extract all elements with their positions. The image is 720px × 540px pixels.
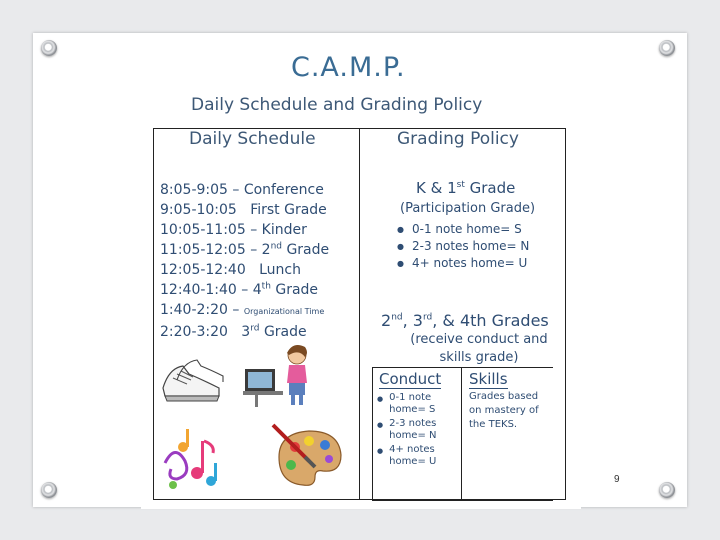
schedule-grade-suffix: rd [250,323,260,334]
student-computer-icon [239,339,319,409]
upper-grades-heading [381,311,549,330]
upper-title-part: , 3 [402,311,423,330]
schedule-grade-number: 2 [261,242,271,258]
schedule-sep: – [236,282,253,298]
schedule-time: 1:40-2:20 [160,302,228,318]
list-item [377,418,459,442]
document-subtitle: Daily Schedule and Grading Policy [191,95,483,115]
skills-heading: Skills [469,370,508,388]
bullet-icon: ● [377,421,384,429]
camp-document [141,41,581,509]
schedule-sep [237,202,250,218]
music-notes-icon [155,423,225,493]
schedule-sep [246,262,259,278]
upper-title-sup: nd [391,312,403,323]
schedule-time: 2:20-3:20 [160,324,228,340]
k1-title-pre: K & 1 [416,179,457,197]
schedule-activity: Grade [275,282,319,298]
schedule-grade-suffix: nd [270,241,282,252]
schedule-row [160,180,360,200]
conduct-heading: Conduct [379,370,442,388]
conduct-skills-divider [461,368,462,500]
paint-palette-icon [269,421,347,493]
upper-grades-subtitle: (receive conduct and skills grade) [410,332,548,365]
pin-bottom-right-icon [659,482,675,498]
k1-grade-subtitle: (Participation Grade) [400,201,536,216]
list-item: ● 2-3 notes home= N [397,238,529,255]
schedule-activity: First Grade [250,202,327,218]
schedule-time: 10:05-11:05 [160,222,246,238]
schedule-row [160,300,360,322]
schedule-activity: Grade [286,242,330,258]
k1-bullet-list [397,221,529,272]
list-item [377,392,459,416]
schedule-sep [228,324,241,340]
schedule-activity: Grade [263,324,307,340]
pin-top-left-icon [41,40,57,56]
k1-title-post: Grade [464,179,516,197]
list-item: ● 4+ notes home= U [397,255,529,272]
schedule-sep: – [227,182,244,198]
schedule-time: 8:05-9:05 [160,182,228,198]
schedule-sep: – [245,242,262,258]
schedule-row [160,240,360,260]
schedule-activity: Organizational Time [243,307,325,316]
schedule-list [160,180,360,342]
schedule-sep: – [227,302,244,318]
schedule-time: 12:05-12:40 [160,262,246,278]
daily-schedule-heading: Daily Schedule [189,129,316,149]
conduct-bullet-text: 4+ notes home= U [389,444,437,467]
conduct-bullet-text: 2-3 notes home= N [389,418,437,441]
pin-bottom-left-icon [41,482,57,498]
upper-title-sup: rd [422,312,433,323]
schedule-activity: Lunch [259,262,301,278]
sneakers-icon [159,358,225,410]
schedule-activity: Kinder [261,222,307,238]
schedule-activity: Conference [243,182,324,198]
schedule-row [160,220,360,240]
k1-title-sup: st [456,180,465,190]
page-number: 9 [614,474,620,485]
conduct-bullet-list [377,392,459,470]
conduct-bullet-text: 0-1 note home= S [389,392,436,415]
schedule-row [160,280,360,300]
conduct-skills-table [372,367,553,501]
upper-title-part: 2 [381,311,392,330]
schedule-grade-number: 3 [241,324,251,340]
schedule-time: 9:05-10:05 [160,202,237,218]
schedule-sep: – [245,222,262,238]
pin-top-right-icon [659,40,675,56]
schedule-time: 11:05-12:05 [160,242,246,258]
schedule-grade-suffix: th [261,281,271,292]
schedule-row [160,260,360,280]
grading-policy-heading: Grading Policy [397,129,519,149]
k1-grade-heading [416,179,515,197]
skills-description: Grades based on mastery of the TEKS. [469,391,539,430]
bullet-icon: ● [377,447,384,455]
schedule-grade-number: 4 [252,282,262,298]
list-item [377,444,459,468]
bullet-icon: ● [377,395,384,403]
schedule-row [160,200,360,220]
schedule-time: 12:40-1:40 [160,282,237,298]
upper-title-part: , & 4th Grades [432,311,549,330]
list-item: ● 0-1 note home= S [397,221,529,238]
document-title: C.A.M.P. [291,52,406,83]
